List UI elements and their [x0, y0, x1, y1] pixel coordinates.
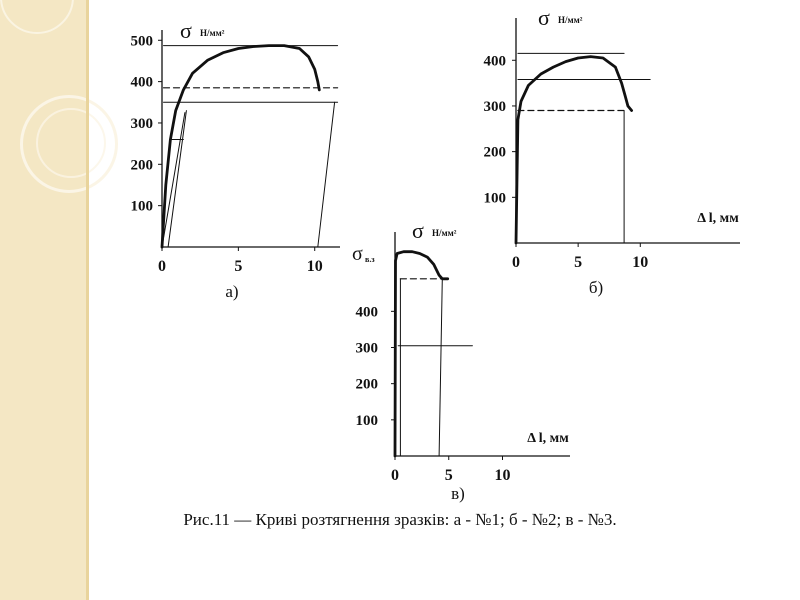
- reference-line: [318, 102, 335, 247]
- stress-strain-curve: [162, 46, 319, 247]
- x-tick-label: 5: [574, 254, 583, 271]
- y-axis-unit: Н/мм²: [432, 228, 457, 238]
- x-tick-label: 0: [512, 254, 520, 271]
- y-tick-label: 400: [483, 53, 506, 70]
- panel-label: б): [588, 278, 604, 297]
- reference-line: [439, 279, 442, 456]
- y-axis-left-subscript: в.з: [365, 255, 375, 264]
- stress-strain-curve: [516, 57, 632, 243]
- x-tick-label: 0: [158, 258, 166, 275]
- figure-caption: Рис.11 — Криві розтягнення зразків: а - №1; б - №2; в - №3.: [183, 510, 617, 529]
- y-tick-label: 300: [355, 340, 378, 357]
- y-tick-label: 200: [130, 157, 153, 174]
- y-tick-label: 400: [130, 74, 153, 91]
- y-axis-symbol: σ: [180, 18, 192, 43]
- panel-label: а): [225, 282, 239, 301]
- y-tick-label: 300: [483, 98, 506, 115]
- y-axis-unit: Н/мм²: [200, 28, 225, 38]
- y-tick-label: 100: [483, 190, 506, 207]
- y-tick-label: 200: [483, 144, 506, 161]
- y-axis-symbol: σ: [412, 218, 424, 243]
- x-axis-label: Δ l, мм: [527, 431, 569, 446]
- chart-panel-a: [158, 30, 340, 251]
- y-tick-label: 400: [355, 304, 378, 321]
- y-tick-label: 100: [355, 412, 378, 429]
- y-axis-symbol: σ: [538, 5, 550, 30]
- x-tick-label: 5: [234, 258, 243, 275]
- y-axis-left-symbol: σ: [352, 243, 363, 265]
- panel-label: в): [451, 484, 465, 503]
- y-tick-label: 500: [130, 33, 153, 50]
- x-tick-label: 0: [391, 467, 399, 484]
- y-axis-unit: Н/мм²: [558, 15, 583, 25]
- chart-panel-c: [391, 232, 570, 460]
- x-axis-label: Δ l, мм: [697, 211, 739, 226]
- x-tick-label: 10: [632, 254, 649, 271]
- x-tick-label: 10: [494, 467, 511, 484]
- x-tick-label: 10: [306, 258, 323, 275]
- y-tick-label: 300: [130, 115, 153, 132]
- x-tick-label: 5: [444, 467, 453, 484]
- y-tick-label: 200: [355, 376, 378, 393]
- y-tick-label: 100: [130, 198, 153, 215]
